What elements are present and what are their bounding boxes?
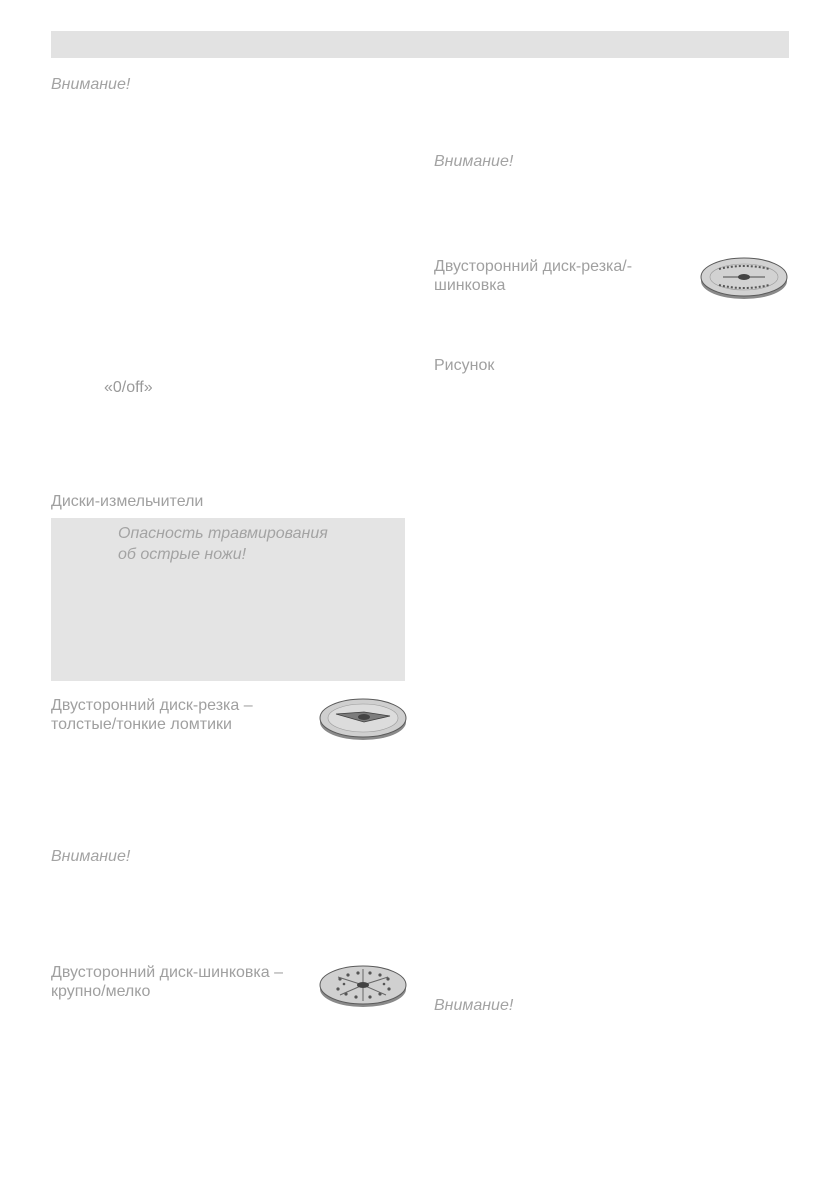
grater-disc-title-line-1: Двусторонний диск-резка/-: [434, 258, 633, 275]
danger-line-1: Опасность травмирования: [118, 525, 328, 542]
slicer-disc-title-line-2: толстые/тонкие ломтики: [51, 716, 232, 733]
figure-label: Рисунок: [434, 357, 495, 374]
shredder-disc-title-line-1: Двусторонний диск-шинковка –: [51, 964, 284, 981]
grater-disc-title-line-2: шинковка: [434, 277, 506, 294]
switch-position-label: «0/off»: [104, 379, 153, 396]
danger-line-2: об острые ножи!: [118, 546, 247, 563]
shredding-disc-icon: [318, 957, 408, 1009]
warning-label: Внимание!: [434, 997, 514, 1014]
warning-label: Внимание!: [434, 153, 514, 170]
header-bar: [51, 31, 789, 58]
danger-notice-box: [51, 518, 405, 681]
shredder-disc-title-line-2: крупно/мелко: [51, 983, 151, 1000]
warning-label: Внимание!: [51, 848, 131, 865]
slicer-disc-title-line-1: Двусторонний диск-резка –: [51, 697, 253, 714]
grating-disc-icon: [699, 251, 789, 301]
warning-label: Внимание!: [51, 76, 131, 93]
section-title: Диски-измельчители: [51, 493, 204, 510]
slicing-disc-icon: [318, 690, 408, 742]
